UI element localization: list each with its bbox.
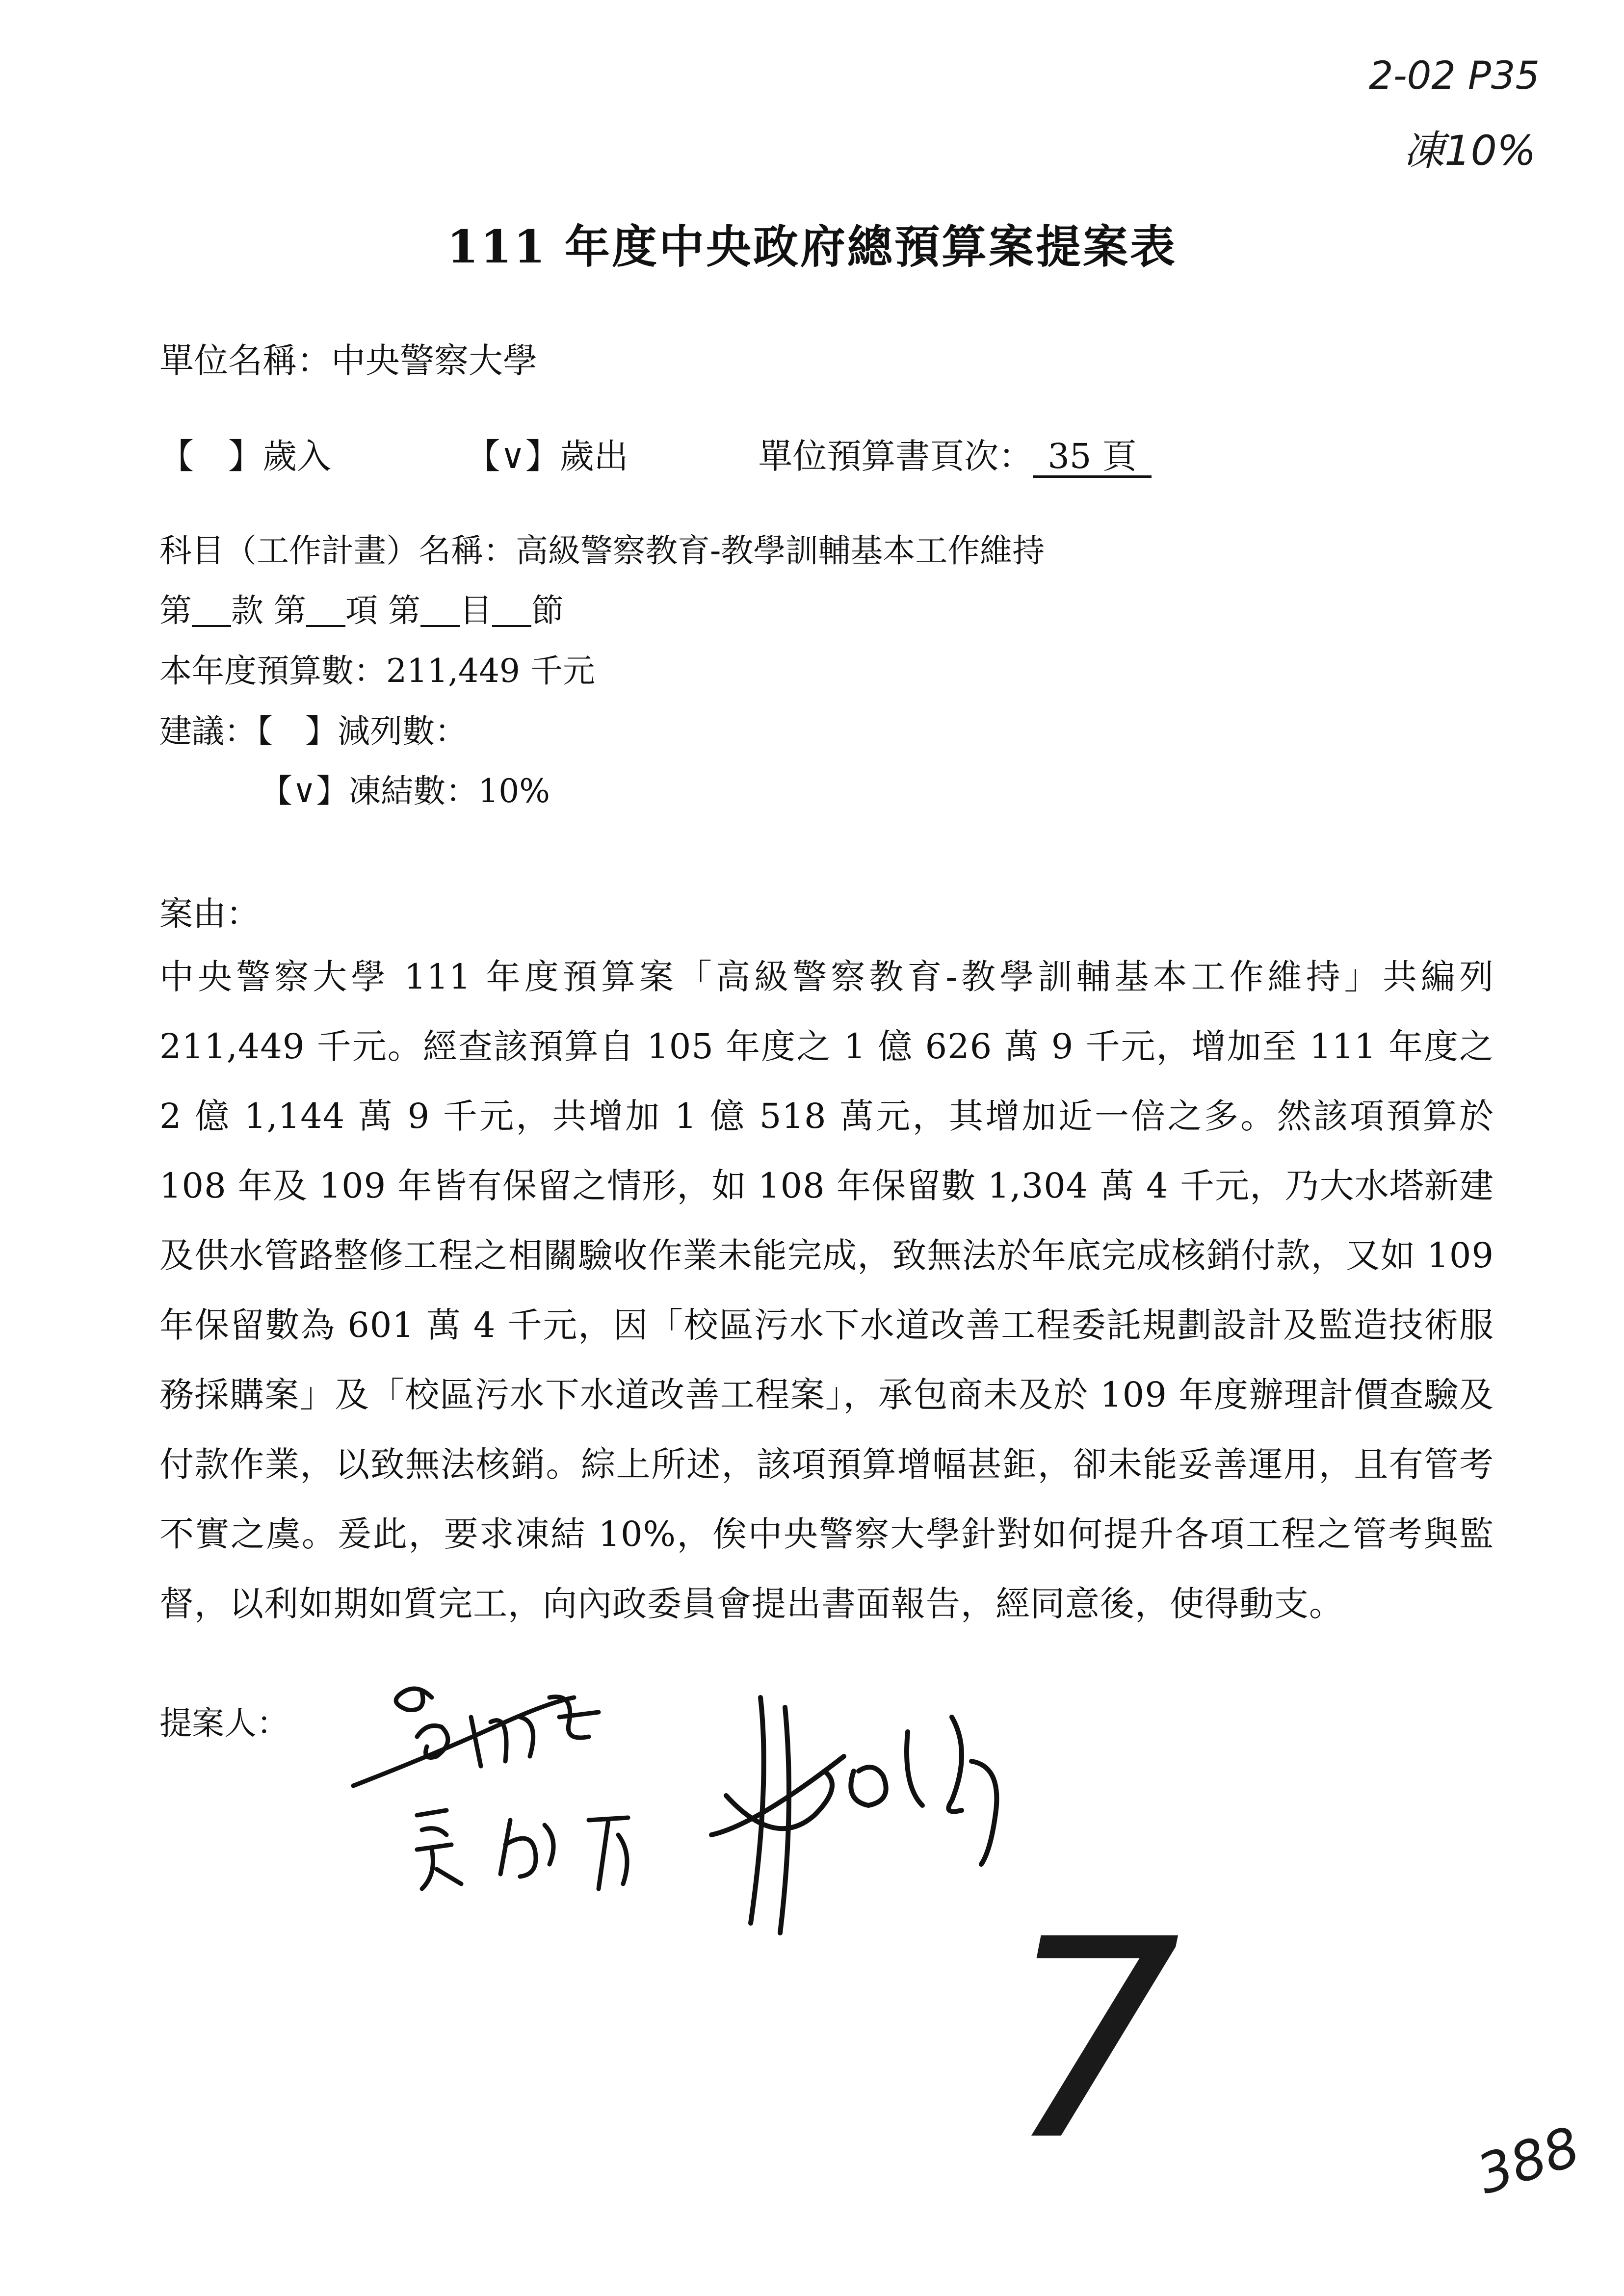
- section-text-1: 第: [159, 592, 192, 629]
- budget-book-page-label: 單位預算書頁次：: [758, 436, 1033, 476]
- budget-book-page-value: 35 頁: [1033, 439, 1151, 478]
- suggestion-freeze-row: [260, 772, 550, 810]
- subject-value: 高級警察教育-教學訓輔基本工作維持: [516, 532, 1045, 570]
- subject-row: [159, 532, 1045, 570]
- section-blank-xiang: [306, 596, 345, 627]
- unit-name-row: [159, 340, 537, 381]
- section-row: [159, 592, 564, 629]
- section-text-5: 節: [531, 592, 564, 629]
- suggestion-label: 建議：: [159, 712, 257, 750]
- proposer-signature-2: [402, 1791, 657, 1899]
- expense-checkbox: 【∨】: [466, 436, 560, 476]
- section-text-3: 項 第: [345, 592, 420, 629]
- budget-type-row: [159, 436, 1152, 478]
- unit-name-label: 單位名稱：: [159, 340, 331, 381]
- proposer-signature-3: [697, 1688, 1040, 1953]
- handwritten-page-number: 388: [1469, 2114, 1587, 2207]
- reason-label: 案由：: [159, 895, 260, 934]
- reason-text: 中央警察大學 111 年度預算案「高級警察教育-教學訓輔基本工作維持」共編列 211,449 千元。經查該預算自 105 年度之 1 億 626 萬 9 千元，增加至 111 年度之 2 億 1,144 萬 9 千元，共增加 1 億 518 萬元，其增加近一倍之多。然該項預算於 108 年及 109 年皆有保留之情形，如 108 年保留數 1,304 萬 4 千元，乃大水塔新建及供水管路整修工程之相關驗收作業未能完成，致無法於年底完成核銷付款，又如 109 年保留數為 601 萬 4 千元，因「校區污水下水道改善工程委託規劃設計及監造技術服務採購案」及「校區污水下水道改善工程案」，承包商未及於 109 年度辦理計價查驗及付款作業，以致無法核銷。綜上所述，該項預算增幅甚鉅，卻未能妥善運用，且有管考不實之虞。爰此，要求凍結 10%，俟中央警察大學針對如何提升各項工程之管考與監督，以利如期如質完工，向內政委員會提出書面報告，經同意後，使得動支。: [159, 957, 1494, 1624]
- section-blank-kuan: [192, 596, 231, 627]
- handwritten-corner-note-line1: 2-02 P35: [1369, 54, 1540, 98]
- handwritten-number: 7: [1006, 1881, 1181, 2201]
- unit-name-value: 中央警察大學: [331, 340, 537, 381]
- subject-label: 科目（工作計畫）名稱：: [159, 532, 516, 570]
- form-title: 111 年度中央政府總預算案提案表: [446, 220, 1178, 273]
- section-blank-jie: [492, 596, 531, 627]
- proposer-signature-1: [343, 1663, 648, 1800]
- budget-amount-value: 211,449 千元: [386, 652, 595, 690]
- revenue-label: 歲入: [262, 436, 331, 476]
- handwritten-corner-note-line2: 凍10%: [1403, 127, 1536, 175]
- section-text-4: 目: [459, 592, 492, 629]
- section-blank-mu: [420, 596, 460, 627]
- suggestion-cut-row: [159, 712, 467, 750]
- cut-checkbox: 【 】: [257, 712, 338, 750]
- budget-amount-label: 本年度預算數：: [159, 652, 386, 690]
- freeze-value: 10%: [478, 772, 550, 810]
- expense-label: 歲出: [559, 436, 629, 476]
- freeze-label: 凍結數：: [348, 772, 478, 810]
- freeze-checkbox: 【∨】: [260, 772, 349, 810]
- section-text-2: 款 第: [231, 592, 306, 629]
- cut-label: 減列數：: [338, 712, 467, 750]
- budget-amount-row: [159, 652, 595, 690]
- revenue-checkbox: 【 】: [159, 436, 262, 476]
- proposer-label: 提案人：: [159, 1704, 289, 1742]
